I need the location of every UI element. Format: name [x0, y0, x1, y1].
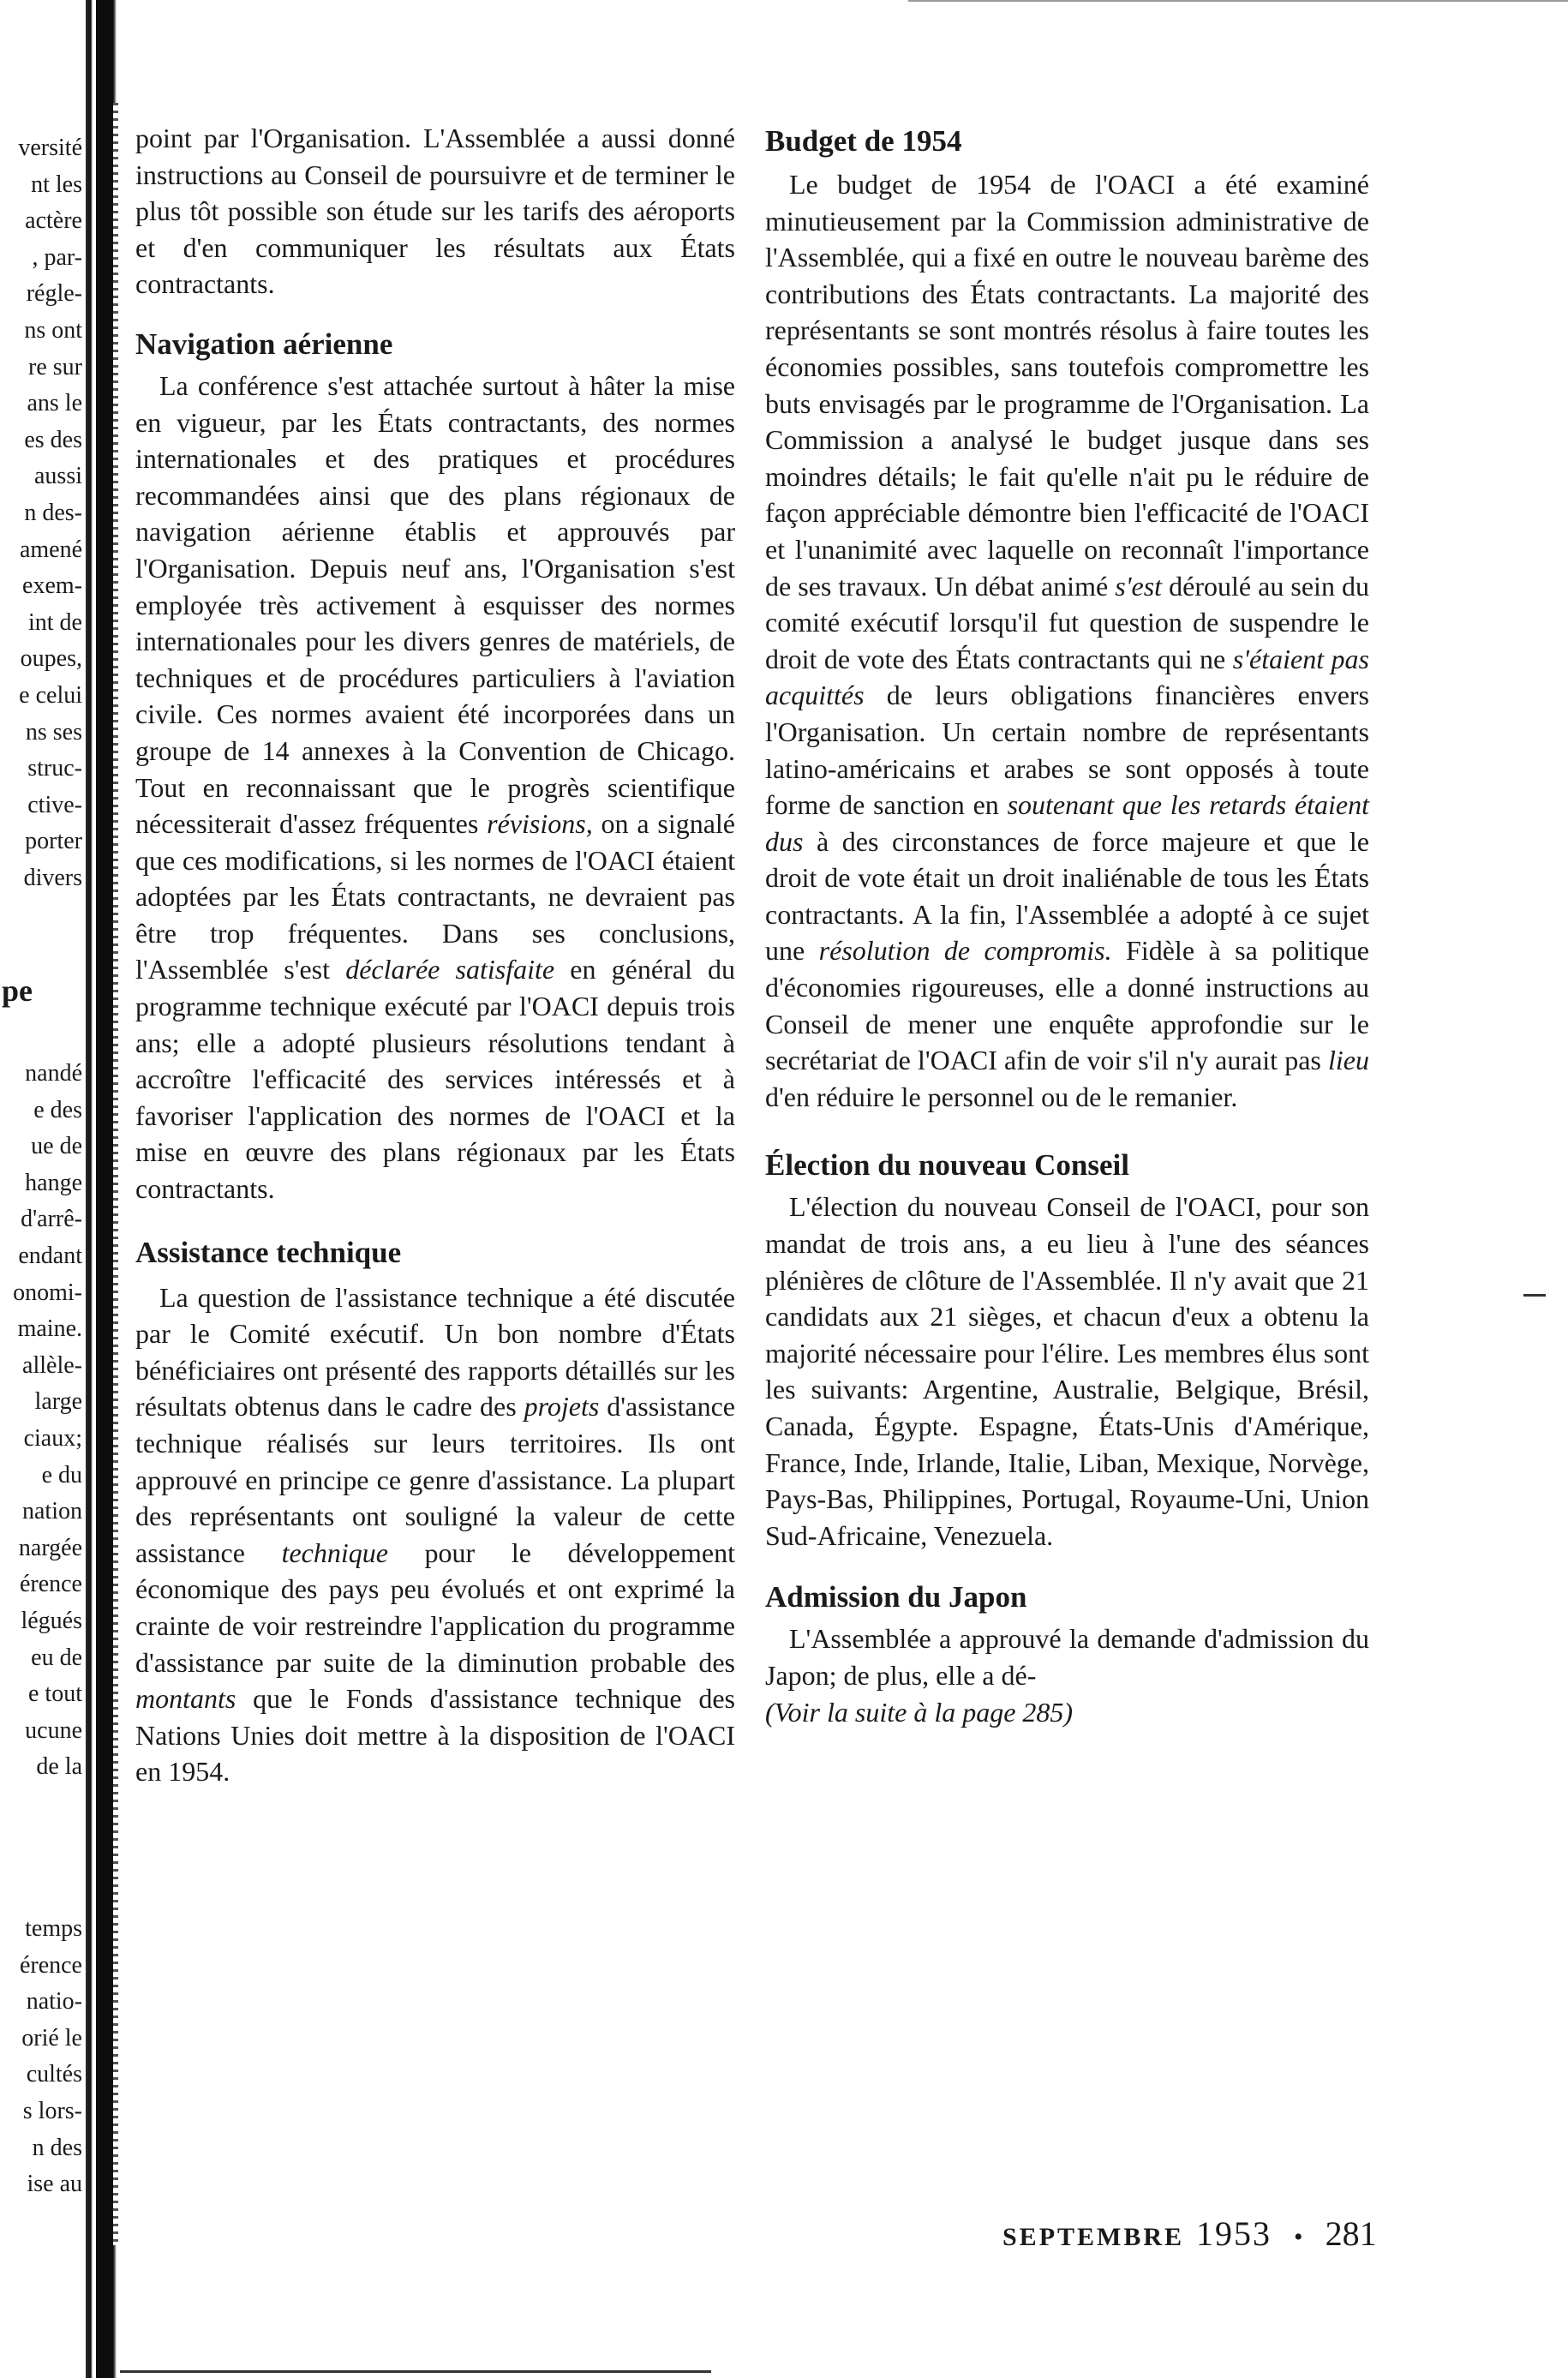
- gutter-fragment: orié le: [21, 2024, 82, 2052]
- facing-page-gutter: [0, 0, 86, 2378]
- gutter-fragment: régle-: [26, 280, 82, 308]
- gutter-fragment: actère: [25, 207, 82, 235]
- gutter-fragment: porter: [25, 828, 82, 855]
- gutter-fragment: e du: [41, 1461, 82, 1488]
- footer-separator: •: [1294, 2223, 1303, 2251]
- tech-text-b: d'assistance technique réalisés sur leurs territoires. Ils ont approuvé en principe ce genre d'assistance. La plupart des représentants ont souligné la valeur de cette assistance: [135, 1391, 736, 1568]
- gutter-fragment: ue de: [31, 1133, 82, 1160]
- footer-month: SEPTEMBRE: [1002, 2223, 1185, 2251]
- gutter-fragment: endant: [18, 1243, 82, 1269]
- gutter-fragment: ns ses: [25, 718, 82, 746]
- gutter-fragment: ise au: [27, 2171, 82, 2198]
- gutter-fragment: aussi: [34, 463, 82, 490]
- budget-paragraph: [765, 166, 1369, 1115]
- section-heading-navigation: Navigation aérienne: [135, 326, 393, 361]
- right-column: [765, 120, 1369, 1730]
- gutter-fragment: ctive-: [27, 791, 82, 818]
- bottom-edge-rule: [120, 2370, 711, 2373]
- gutter-fragment: ciaux;: [23, 1425, 82, 1452]
- top-edge-rule: [908, 0, 1568, 2]
- binding-perforation: [113, 103, 118, 2245]
- gutter-fragment: ans le: [27, 390, 82, 417]
- page-number: 281: [1325, 2214, 1377, 2253]
- nav-text-a: La conférence s'est attachée surtout à hâter la mise en vigueur, par les États contractants, des normes internationales et des pratiques et procédures recommandées ainsi que des plans régionaux de navigation aérienne établis et approuvés par l'Organisation. Depuis neuf ans, l'Organisation s'est employée très activement à esquisser des normes internationales pour les divers genres de matériels, de techniques et de procédures particuliers à l'aviation civile. Ces normes avaient été incorporées dans un groupe de 14 annexes à la Convention de Chicago. Tout en reconnaissant que le progrès scientifique nécessiterait d'assez fréquentes: [135, 369, 735, 840]
- gutter-fragment: d'arrê-: [21, 1206, 82, 1233]
- gutter-fragment: large: [34, 1388, 82, 1416]
- gutter-fragment: hange: [25, 1169, 82, 1196]
- gutter-fragment: onomi-: [13, 1279, 82, 1306]
- section-heading-election: Élection du nouveau Conseil: [765, 1148, 1129, 1183]
- gutter-fragment: ucune: [25, 1716, 82, 1744]
- tech-italic-2: technique: [281, 1536, 388, 1568]
- budget-italic-4: résolution de compromis.: [818, 935, 1112, 967]
- gutter-fragment: n des-: [24, 500, 82, 526]
- navigation-paragraph: [135, 368, 735, 1207]
- gutter-fragment: versité: [18, 135, 82, 161]
- tech-text-a: La question de l'assistance technique a été discutée par le Comité exécutif. Un bon nombre d'États bénéficiaires ont présenté des rapports détaillés sur les résultats obtenus dans le cadre des: [135, 1281, 735, 1423]
- gutter-fragment: temps: [25, 1915, 82, 1942]
- continued-note: (Voir la suite à la page 285): [765, 1696, 1074, 1728]
- nav-text-b: on a signalé que ces modifications, si les normes de l'OACI étaient adoptées par les États contractants, ne devraient pas être trop fréquentes. Dans ses conclusions, l'Assemblée s'est: [135, 808, 736, 985]
- budget-text-b: déroulé au sein du comité exécutif lorsqu'il fut question de suspendre le droit de vote des États contractants qui ne: [765, 570, 1370, 674]
- gutter-fragment: int de: [28, 608, 82, 636]
- gutter-fragment: maine.: [17, 1315, 82, 1343]
- budget-italic-2: s'étaient pas acquittés: [765, 643, 1370, 711]
- gutter-fragment: amené: [19, 536, 82, 563]
- budget-text-a: Le budget de 1954 de l'OACI a été examiné minutieusement par la Commission administrative de l'Assemblée, qui a fixé en outre le nouveau barème des contributions des États contractants. La majorité des représentants se sont montrés résolus à faire toutes les économies possibles, sans toutefois compromettre les buts envisagés par le programme de l'Organisation. La Commission a analysé le budget jusque dans ses moindres détails; le fait qu'elle n'ait pu le réduire de façon appréciable démontre bien l'efficacité de l'OACI et l'unanimité avec laquelle on reconnaît l'importance de ses travaux. Un débat animé: [765, 169, 1369, 602]
- gutter-fragment: érence: [19, 1571, 82, 1598]
- gutter-fragment: , par-: [32, 243, 82, 271]
- gutter-fragment: struc-: [27, 755, 82, 782]
- tech-italic-1: projets: [524, 1391, 600, 1423]
- gutter-fragment: de la: [36, 1753, 82, 1781]
- gutter-fragment: légués: [21, 1608, 82, 1634]
- budget-text-c: de leurs obligations financières envers l'Organisation. Un certain nombre de représentants latino-américains et arabes se sont opposés à toute forme de sanction en: [765, 680, 1369, 821]
- intro-paragraph: point par l'Organisation. L'Assemblée a aussi donné instructions au Conseil de poursuivre et de terminer le plus tôt possible son étude sur les tarifs des aéroports et d'en communiquer les résultats aux États contractants.: [135, 123, 735, 300]
- gutter-fragment: ns ont: [24, 317, 82, 344]
- budget-italic-3: soutenant que les retards étaient dus: [765, 789, 1370, 857]
- gutter-fragment: érence: [19, 1951, 82, 1979]
- budget-text-e: Fidèle à sa politique d'économies rigoureuses, elle a donné instructions au Conseil de mener une enquête approfondie sur le secrétariat de l'OACI afin de voir s'il n'y aurait pas: [765, 935, 1369, 1076]
- election-paragraph: L'élection du nouveau Conseil de l'OACI, pour son mandat de trois ans, a eu lieu à l'une des séances plénières de clôture de l'Assemblée. Il n'y avait que 21 candidats aux 21 sièges, et chacun d'eux a obtenu la majorité nécessaire pour l'élire. Les membres élus sont les suivants: Argentine, Australie, Belgique, Brésil, Canada, Égypte. Espagne, États-Unis d'Amérique, France, Inde, Irlande, Italie, Liban, Mexique, Norvège, Pays-Bas, Philippines, Portugal, Royaume-Uni, Union Sud-Africaine, Venezuela.: [765, 1191, 1369, 1551]
- gutter-fragment: nation: [22, 1498, 82, 1525]
- budget-text-d: à des circonstances de force majeure et que le droit de vote était un droit inaliénable de tous les États contractants. A la fin, l'Assemblée a adopté à ce sujet une: [765, 825, 1369, 967]
- page-footer: [1002, 2213, 1448, 2254]
- gutter-fragment: eu de: [31, 1644, 82, 1671]
- gutter-heading-fragment: pe: [2, 973, 33, 1008]
- section-heading-budget: Budget de 1954: [765, 124, 962, 158]
- budget-italic-5: lieu: [1328, 1045, 1369, 1076]
- gutter-fragment: oupes,: [20, 645, 82, 673]
- budget-italic-1: s'est: [1115, 570, 1163, 602]
- gutter-fragment: exem-: [22, 572, 82, 600]
- gutter-fragment: nargée: [18, 1534, 82, 1561]
- section-heading-technical-assistance: Assistance technique: [135, 1235, 402, 1269]
- gutter-fragment: e des: [33, 1096, 82, 1123]
- gutter-fragment: es des: [24, 426, 82, 453]
- nav-text-c: en général du programme technique exécuté par l'OACI depuis trois ans; elle a adopté plusieurs résolutions tendant à accroître l'efficacité des services intéressés et à favoriser l'application des normes de l'OACI et la mise en œuvre des plans régionaux par les États contractants.: [135, 954, 736, 1205]
- footer-year: 1953: [1196, 2214, 1272, 2253]
- technical-assistance-paragraph: [135, 1279, 735, 1790]
- left-column: [135, 120, 735, 1790]
- gutter-fragment: cultés: [26, 2061, 82, 2088]
- tech-text-c: pour le développement économique des pays peu évolués et ont exprimé la crainte de voir restreindre l'application du programme d'assistance par suite de la diminution probable des: [135, 1536, 736, 1678]
- gutter-fragment: allèle-: [22, 1351, 82, 1379]
- nav-italic-2: déclarée satisfaite: [345, 954, 555, 985]
- budget-text-f: d'en réduire le personnel ou de le remanier.: [765, 1081, 1238, 1112]
- gutter-fragment: e tout: [28, 1680, 82, 1708]
- margin-mark: [1523, 1294, 1546, 1297]
- nav-italic-1: révisions,: [487, 808, 593, 840]
- gutter-fragment: s lors-: [22, 2098, 82, 2124]
- section-heading-japan: Admission du Japon: [765, 1580, 1027, 1614]
- japan-paragraph: L'Assemblée a approuvé la demande d'admission du Japon; de plus, elle a dé-: [765, 1623, 1369, 1691]
- gutter-fragment: nandé: [25, 1060, 82, 1087]
- tech-text-d: que le Fonds d'assistance technique des Nations Unies doit mettre à la disposition de l'OACI en 1954.: [135, 1683, 735, 1788]
- gutter-fragment: natio-: [26, 1988, 82, 2016]
- gutter-fragment: re sur: [28, 353, 82, 380]
- gutter-fragment: e celui: [19, 682, 82, 709]
- gutter-fragment: n des: [32, 2134, 82, 2161]
- gutter-fragment: divers: [23, 865, 82, 891]
- tech-italic-3: montants: [135, 1683, 236, 1715]
- gutter-fragment: nt les: [31, 171, 82, 198]
